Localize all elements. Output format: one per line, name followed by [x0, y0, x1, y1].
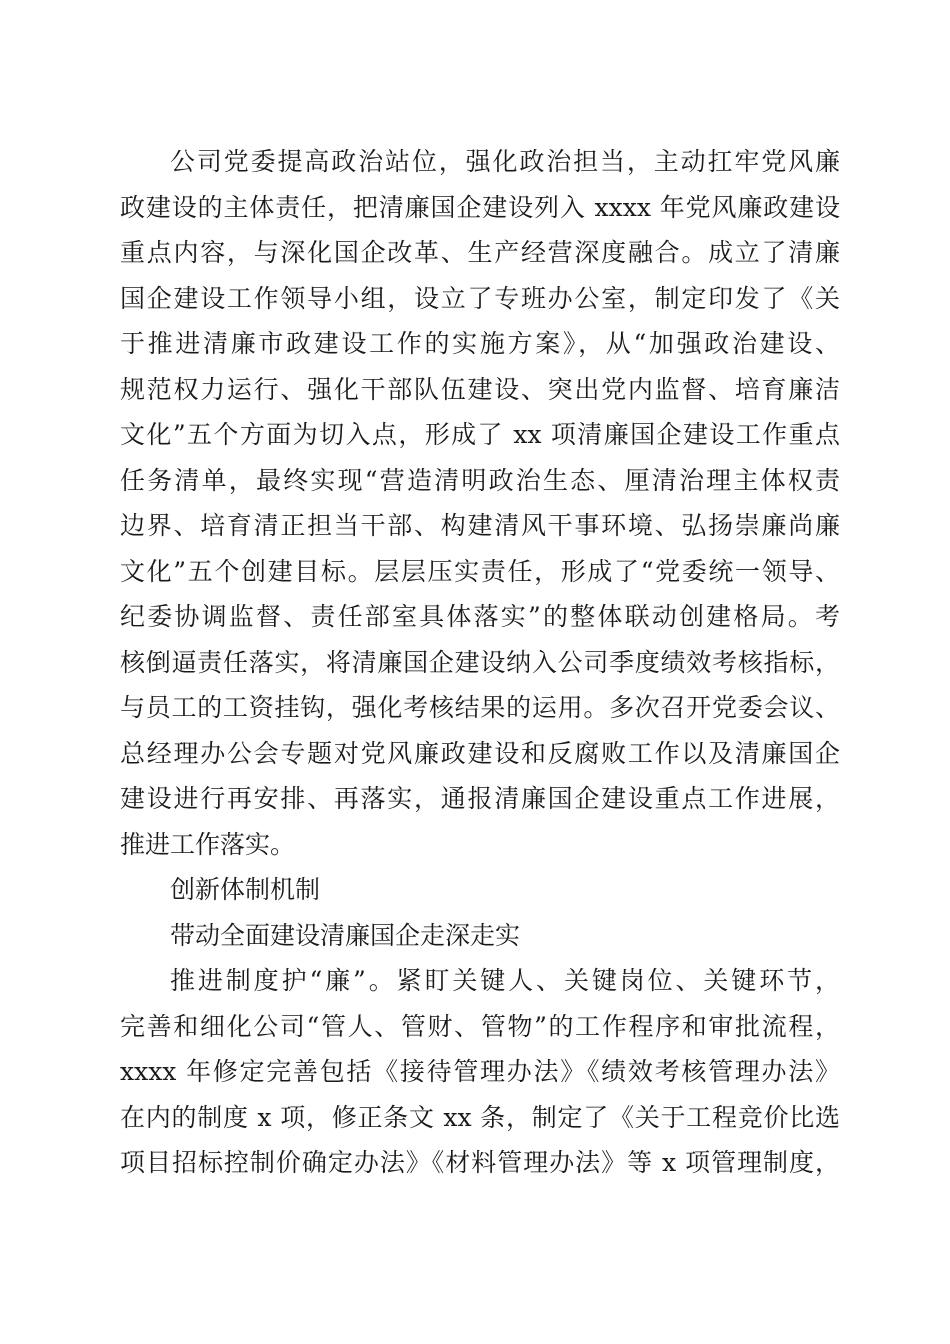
section-heading: 创新体制机制: [170, 875, 321, 904]
document-body: [120, 139, 840, 1186]
paragraph-1-line: 推进工作落实。: [120, 829, 296, 859]
paragraph-1-line: 核倒逼责任落实，将清廉国企建设纳入公司季度绩效考核指标，: [120, 647, 840, 677]
paragraph-1-line: 建设进行再安排、再落实，通报清廉国企建设重点工作进展，: [120, 784, 840, 813]
paragraph-1-line: 重点内容，与深化国企改革、生产经营深度融合。成立了清廉: [120, 238, 840, 267]
paragraph-1-line: 文化”五个方面为切入点，形成了 xx 项清廉国企建设工作重点: [120, 420, 840, 449]
paragraph-1-line: 边界、培育清正担当干部、构建清风干事环境、弘扬崇廉尚廉: [120, 511, 840, 540]
paragraph-1-line: 纪委协调监督、责任部室具体落实”的整体联动创建格局。考: [120, 602, 840, 631]
paragraph-2-line: xxxx 年修定完善包括《接待管理办法》《绩效考核管理办法》: [120, 1057, 840, 1086]
paragraph-1-line: 国企建设工作领导小组，设立了专班办公室，制定印发了《关: [120, 283, 840, 313]
section-subheading: 带动全面建设清廉国企走深走实: [170, 920, 521, 950]
paragraph-2-line: 推进制度护“廉”。紧盯关键人、关键岗位、关键环节，: [170, 966, 840, 995]
paragraph-1-line: 文化”五个创建目标。层层压实责任，形成了“党委统一领导、: [120, 556, 840, 586]
paragraph-2-line: 完善和细化公司“管人、管财、管物”的工作程序和审批流程，: [120, 1011, 840, 1041]
paragraph-1-line: 政建设的主体责任，把清廉国企建设列入 xxxx 年党风廉政建设: [120, 192, 840, 222]
paragraph-1-line: 任务清单，最终实现“营造清明政治生态、厘清治理主体权责: [120, 465, 840, 495]
paragraph-1-line: 于推进清廉市政建设工作的实施方案》，从“加强政治建设、: [120, 329, 840, 358]
paragraph-1-line: 公司党委提高政治站位，强化政治担当，主动扛牢党风廉: [170, 147, 840, 176]
paragraph-1-line: 与员工的工资挂钩，强化考核结果的运用。多次召开党委会议、: [120, 693, 840, 722]
paragraph-1-line: 总经理办公会专题对党风廉政建设和反腐败工作以及清廉国企: [120, 738, 840, 768]
paragraph-2-line: 在内的制度 x 项，修正条文 xx 条，制定了《关于工程竞价比选: [120, 1102, 840, 1132]
paragraph-2-line: 项目招标控制价确定办法》《材料管理办法》等 x 项管理制度，: [120, 1148, 840, 1177]
paragraph-1-line: 规范权力运行、强化干部队伍建设、突出党内监督、培育廉洁: [120, 374, 840, 404]
